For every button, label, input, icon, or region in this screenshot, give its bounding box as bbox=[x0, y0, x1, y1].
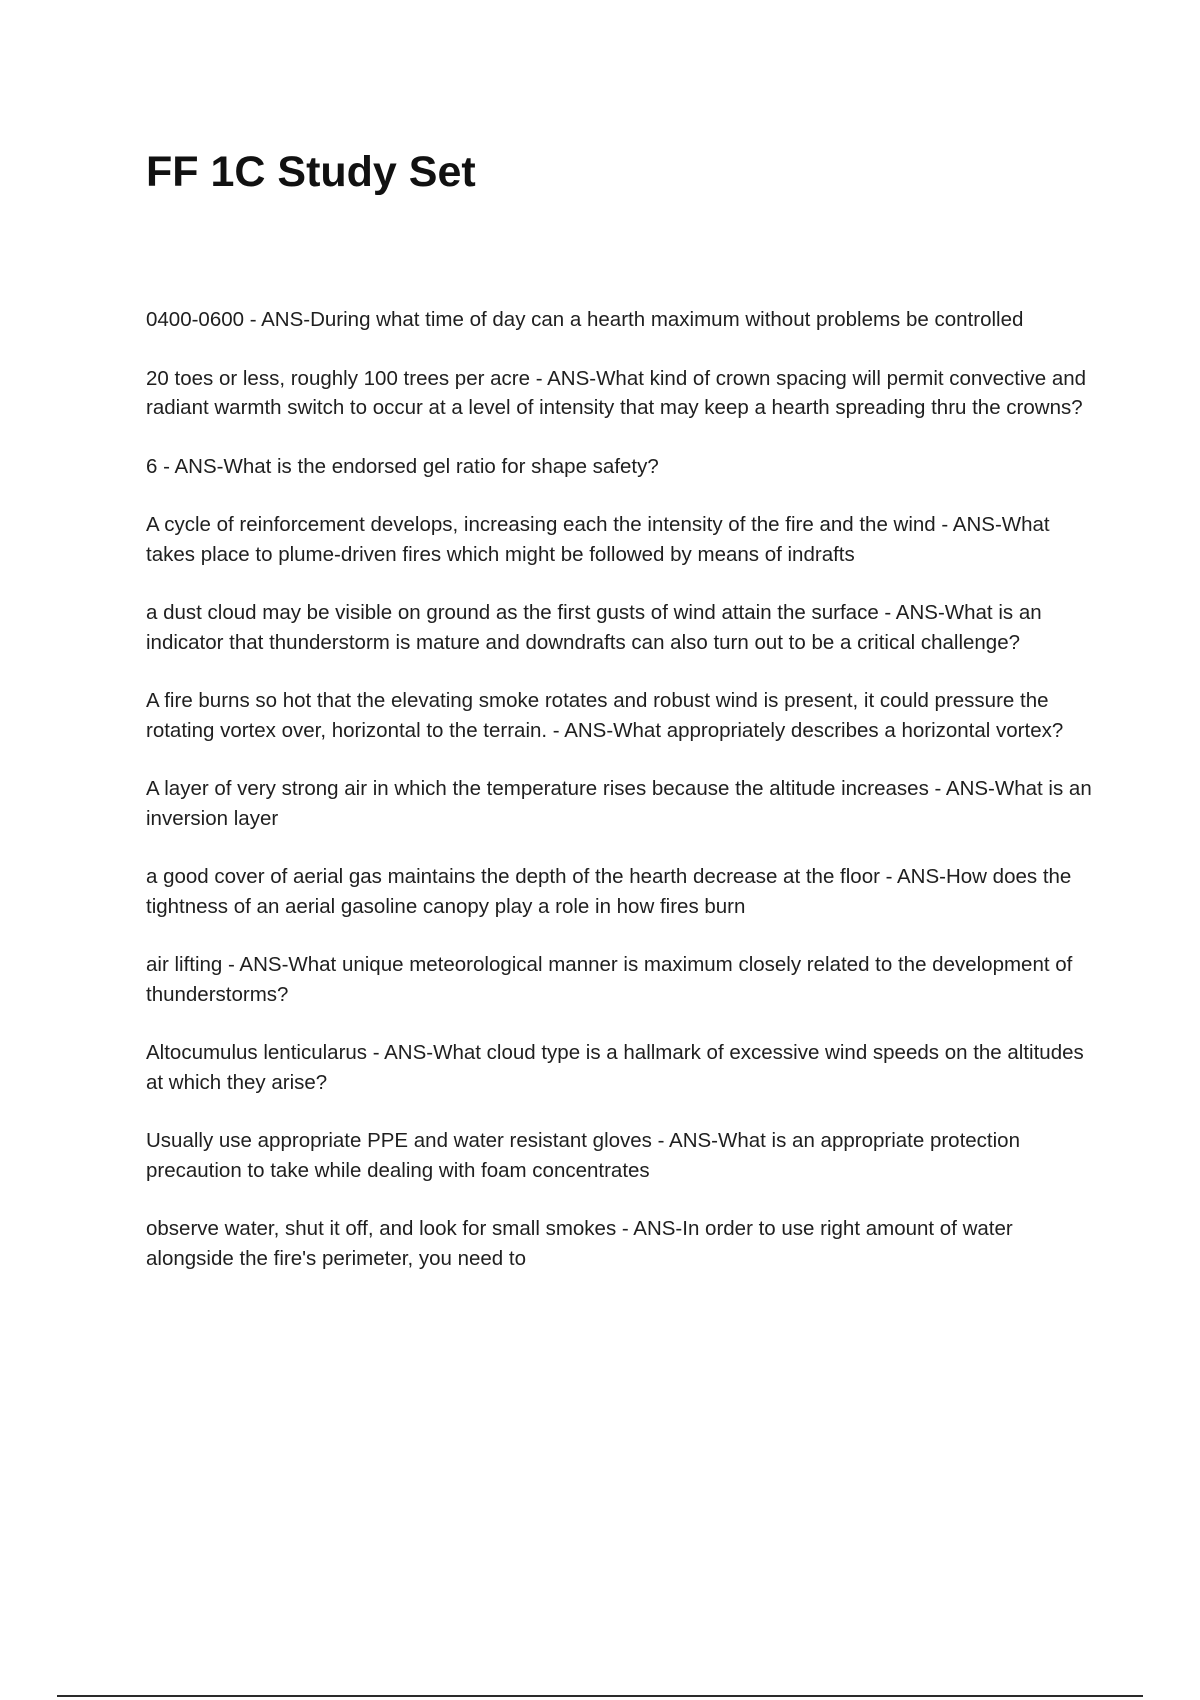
study-entry: A cycle of reinforcement develops, increasing each the intensity of the fire and the wind - ANS-What takes place to plume-driven fires which might be followed by means of indrafts bbox=[146, 513, 1050, 566]
study-entry: 0400-0600 - ANS-During what time of day can a hearth maximum without problems be controlled bbox=[146, 308, 1024, 331]
study-entry: Altocumulus lenticularus - ANS-What cloud type is a hallmark of excessive wind speeds on the altitudes at which they arise? bbox=[146, 1041, 1084, 1094]
study-entry: A layer of very strong air in which the temperature rises because the altitude increases - ANS-What is an inversion layer bbox=[146, 777, 1092, 830]
study-entry: a good cover of aerial gas maintains the depth of the hearth decrease at the floor - ANS-How does the tightness of an aerial gasoline canopy play a role in how fires burn bbox=[146, 865, 1072, 918]
study-entry: A fire burns so hot that the elevating smoke rotates and robust wind is present, it could pressure the rotating vortex over, horizontal to the terrain. - ANS-What appropriately describes a horizontal vortex? bbox=[146, 689, 1064, 742]
page-title: FF 1C Study Set bbox=[146, 148, 476, 196]
study-entry: 6 - ANS-What is the endorsed gel ratio for shape safety? bbox=[146, 454, 659, 478]
study-entry: observe water, shut it off, and look for small smokes - ANS-In order to use right amount of water alongside the fire's perimeter, you need to bbox=[146, 1217, 1013, 1270]
study-entry: Usually use appropriate PPE and water resistant gloves - ANS-What is an appropriate protection precaution to take while dealing with foam concentrates bbox=[146, 1129, 1020, 1182]
study-entry: a dust cloud may be visible on ground as the first gusts of wind attain the surface - ANS-What is an indicator that thunderstorm is mature and downdrafts can also turn out to be a critical challenge? bbox=[146, 601, 1042, 654]
study-entries bbox=[146, 305, 1096, 1302]
study-entry: air lifting - ANS-What unique meteorological manner is maximum closely related to the development of thunderstorms? bbox=[146, 953, 1073, 1006]
study-entry: 20 toes or less, roughly 100 trees per acre - ANS-What kind of crown spacing will permit convective and radiant warmth switch to occur at a level of intensity that may keep a hearth spreading thru the crowns? bbox=[146, 366, 1087, 419]
footer-divider bbox=[57, 1695, 1143, 1697]
